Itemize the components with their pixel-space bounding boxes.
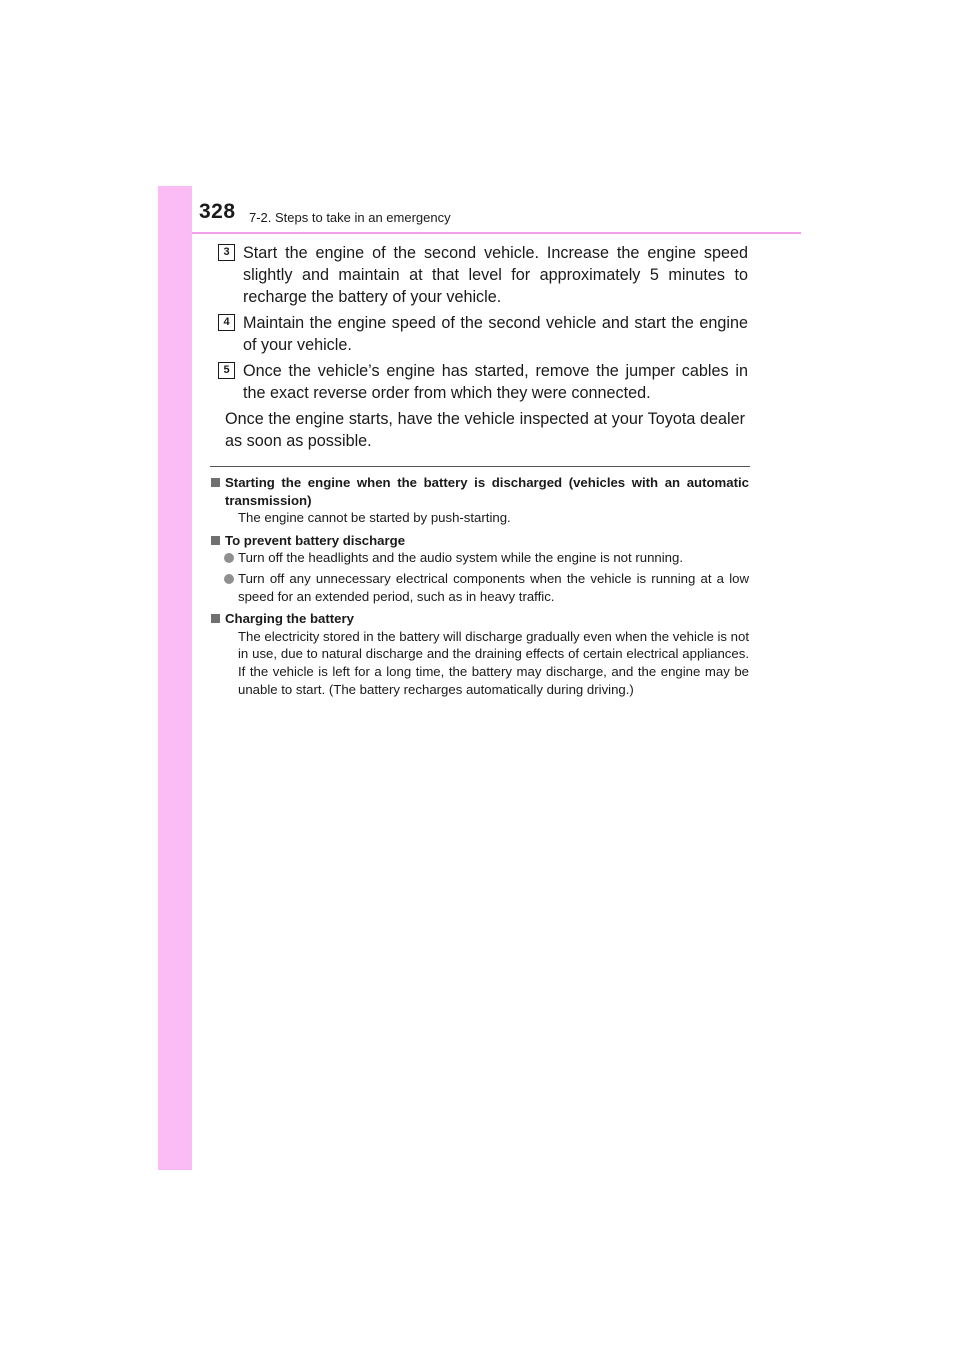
heading-text: To prevent battery discharge <box>225 532 406 548</box>
info-heading-starting <box>211 474 749 509</box>
step-5 <box>218 360 748 404</box>
info-body-charging: The electricity stored in the battery will discharge gradually even when the vehicle is not in use, due to natural discharge and the draining effects of certain electrical appliances. If the vehicle is left for a long time, the battery may discharge, and the engine may be unable to start. (The battery recharges automatically during driving.) <box>238 628 749 697</box>
info-section <box>211 474 749 703</box>
step-3 <box>218 242 748 308</box>
info-body-starting: The engine cannot be started by push-starting. <box>238 510 511 526</box>
step-4 <box>218 312 748 356</box>
info-heading-prevent <box>211 532 749 550</box>
section-title: 7-2. Steps to take in an emergency <box>249 210 451 225</box>
square-bullet-icon <box>211 536 220 545</box>
step-text: Maintain the engine speed of the second vehicle and start the engine of your vehicle. <box>243 314 748 354</box>
info-heading-charging <box>211 610 749 628</box>
section-divider <box>210 466 750 467</box>
step-number-badge: 4 <box>218 314 235 331</box>
step-number-badge: 3 <box>218 244 235 261</box>
heading-text: Starting the engine when the battery is discharged (vehicles with an automatic transmission) <box>225 475 749 508</box>
bullet-item <box>211 549 749 567</box>
header-rule <box>192 232 801 234</box>
square-bullet-icon <box>211 614 220 623</box>
side-color-strip <box>158 186 192 1170</box>
circle-bullet-icon <box>224 553 234 563</box>
step-text: Start the engine of the second vehicle. Increase the engine speed slightly and maintain at that level for approximately 5 minutes to recharge the battery of your vehicle. <box>243 244 748 306</box>
bullet-text: Turn off any unnecessary electrical components when the vehicle is running at a low speed for an extended period, such as in heavy traffic. <box>238 570 749 604</box>
heading-text: Charging the battery <box>225 611 354 627</box>
page-number: 328 <box>199 200 236 223</box>
inspection-note: Once the engine starts, have the vehicle inspected at your Toyota dealer as soon as possible. <box>225 410 745 450</box>
bullet-item <box>211 570 749 605</box>
square-bullet-icon <box>211 478 220 487</box>
step-text: Once the vehicle’s engine has started, remove the jumper cables in the exact reverse order from which they were connected. <box>243 362 748 402</box>
step-number-badge: 5 <box>218 362 235 379</box>
circle-bullet-icon <box>224 574 234 584</box>
bullet-text: Turn off the headlights and the audio system while the engine is not running. <box>238 550 684 566</box>
